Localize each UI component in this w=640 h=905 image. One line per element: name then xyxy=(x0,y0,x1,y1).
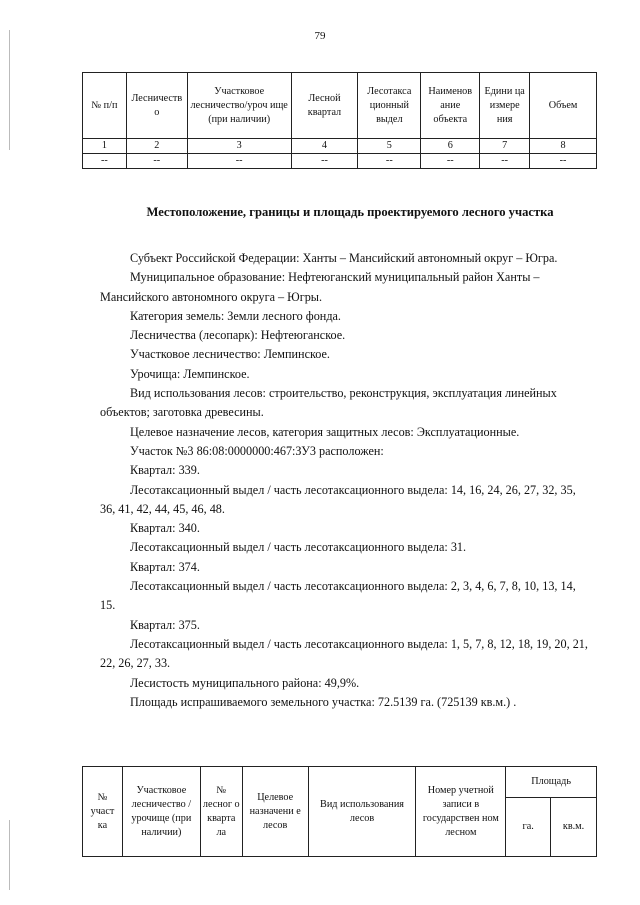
paragraph: Лесотаксационный выдел / часть лесотаксационного выдела: 1, 5, 7, 8, 12, 18, 19, 20, 21, 22, 26, 27, 33. xyxy=(100,636,588,671)
column-number: 7 xyxy=(480,139,530,154)
header-cell: Целевое назначени е лесов xyxy=(242,767,308,857)
table-cell: -- xyxy=(291,154,358,169)
header-cell: Участковое лесничество / урочище (при наличии) xyxy=(122,767,200,857)
paragraph: Лесничества (лесопарк): Нефтеюганское. xyxy=(130,328,346,343)
column-number: 1 xyxy=(83,139,127,154)
paragraph: Квартал: 340. xyxy=(130,521,200,536)
paragraph: Вид использования лесов: строительство, реконструкция, эксплуатация линейных объектов; заготовка древесины. xyxy=(100,386,557,420)
table-cell: -- xyxy=(421,154,480,169)
paragraph: Лесистость муниципального района: 49,9%. xyxy=(130,675,360,690)
paragraph: Квартал: 374. xyxy=(130,559,200,574)
paragraph: Участок №3 86:08:0000000:467:ЗУ3 расположен: xyxy=(130,443,384,458)
volume-table xyxy=(82,72,597,169)
scan-margin-mark xyxy=(9,820,10,890)
paragraph: Участковое лесничество: Лемпинское. xyxy=(130,347,330,362)
header-cell: Номер учетной записи в государствен ном лесном xyxy=(416,767,506,857)
paragraph: Площадь испрашиваемого земельного участка: 72.5139 га. (725139 кв.м.) . xyxy=(130,694,517,709)
section-heading: Местоположение, границы и площадь проектируемого лесного участка xyxy=(146,205,554,219)
paragraph: Квартал: 375. xyxy=(130,617,200,632)
table-cell: -- xyxy=(480,154,530,169)
paragraph: Категория земель: Земли лесного фонда. xyxy=(130,308,341,323)
body-text xyxy=(100,249,590,712)
paragraph: Субъект Российской Федерации: Ханты – Мансийский автономный округ – Югра. xyxy=(130,251,558,265)
paragraph: Лесотаксационный выдел / часть лесотаксационного выдела: 31. xyxy=(130,540,467,555)
table-cell: -- xyxy=(126,154,187,169)
header-cell: Лесотакса ционный выдел xyxy=(358,73,421,139)
header-cell: Вид использования лесов xyxy=(308,767,416,857)
table-cell: -- xyxy=(358,154,421,169)
table-cell: -- xyxy=(187,154,291,169)
header-cell: Лесной квартал xyxy=(291,73,358,139)
header-cell: № п/п xyxy=(83,73,127,139)
column-number: 5 xyxy=(358,139,421,154)
header-cell: Участковое лесничество/уроч ище (при наличии) xyxy=(187,73,291,139)
header-cell: Наименов ание объекта xyxy=(421,73,480,139)
table-cell: -- xyxy=(83,154,127,169)
column-number: 4 xyxy=(291,139,358,154)
column-number: 6 xyxy=(421,139,480,154)
area-subheader-sqm: кв.м. xyxy=(551,798,597,857)
paragraph: Лесотаксационный выдел / часть лесотаксационного выдела: 2, 3, 4, 6, 7, 8, 10, 13, 14, 15. xyxy=(100,579,576,613)
column-number: 3 xyxy=(187,139,291,154)
paragraph: Целевое назначение лесов, категория защитных лесов: Эксплуатационные. xyxy=(130,424,520,439)
area-table xyxy=(82,766,597,857)
page-number: 79 xyxy=(314,30,326,42)
area-header: Площадь xyxy=(506,767,597,798)
header-cell: Лесничеств о xyxy=(126,73,187,139)
paragraph: Муниципальное образование: Нефтеюганский муниципальный район Ханты – Мансийского автономного округа – Югры. xyxy=(100,270,540,304)
header-cell: № участ ка xyxy=(83,767,123,857)
column-number: 2 xyxy=(126,139,187,154)
header-cell: Едини ца измере ния xyxy=(480,73,530,139)
paragraph: Урочища: Лемпинское. xyxy=(130,366,250,381)
paragraph: Квартал: 339. xyxy=(130,463,200,478)
paragraph: Лесотаксационный выдел / часть лесотаксационного выдела: 14, 16, 24, 26, 27, 32, 35, 36, 41, 42, 44, 45, 46, 48. xyxy=(100,482,576,516)
scan-margin-mark xyxy=(9,30,10,150)
header-cell: № лесног о кварта ла xyxy=(200,767,242,857)
area-subheader-ha: га. xyxy=(506,798,551,857)
table-cell: -- xyxy=(530,154,597,169)
column-number: 8 xyxy=(530,139,597,154)
header-cell: Объем xyxy=(530,73,597,139)
